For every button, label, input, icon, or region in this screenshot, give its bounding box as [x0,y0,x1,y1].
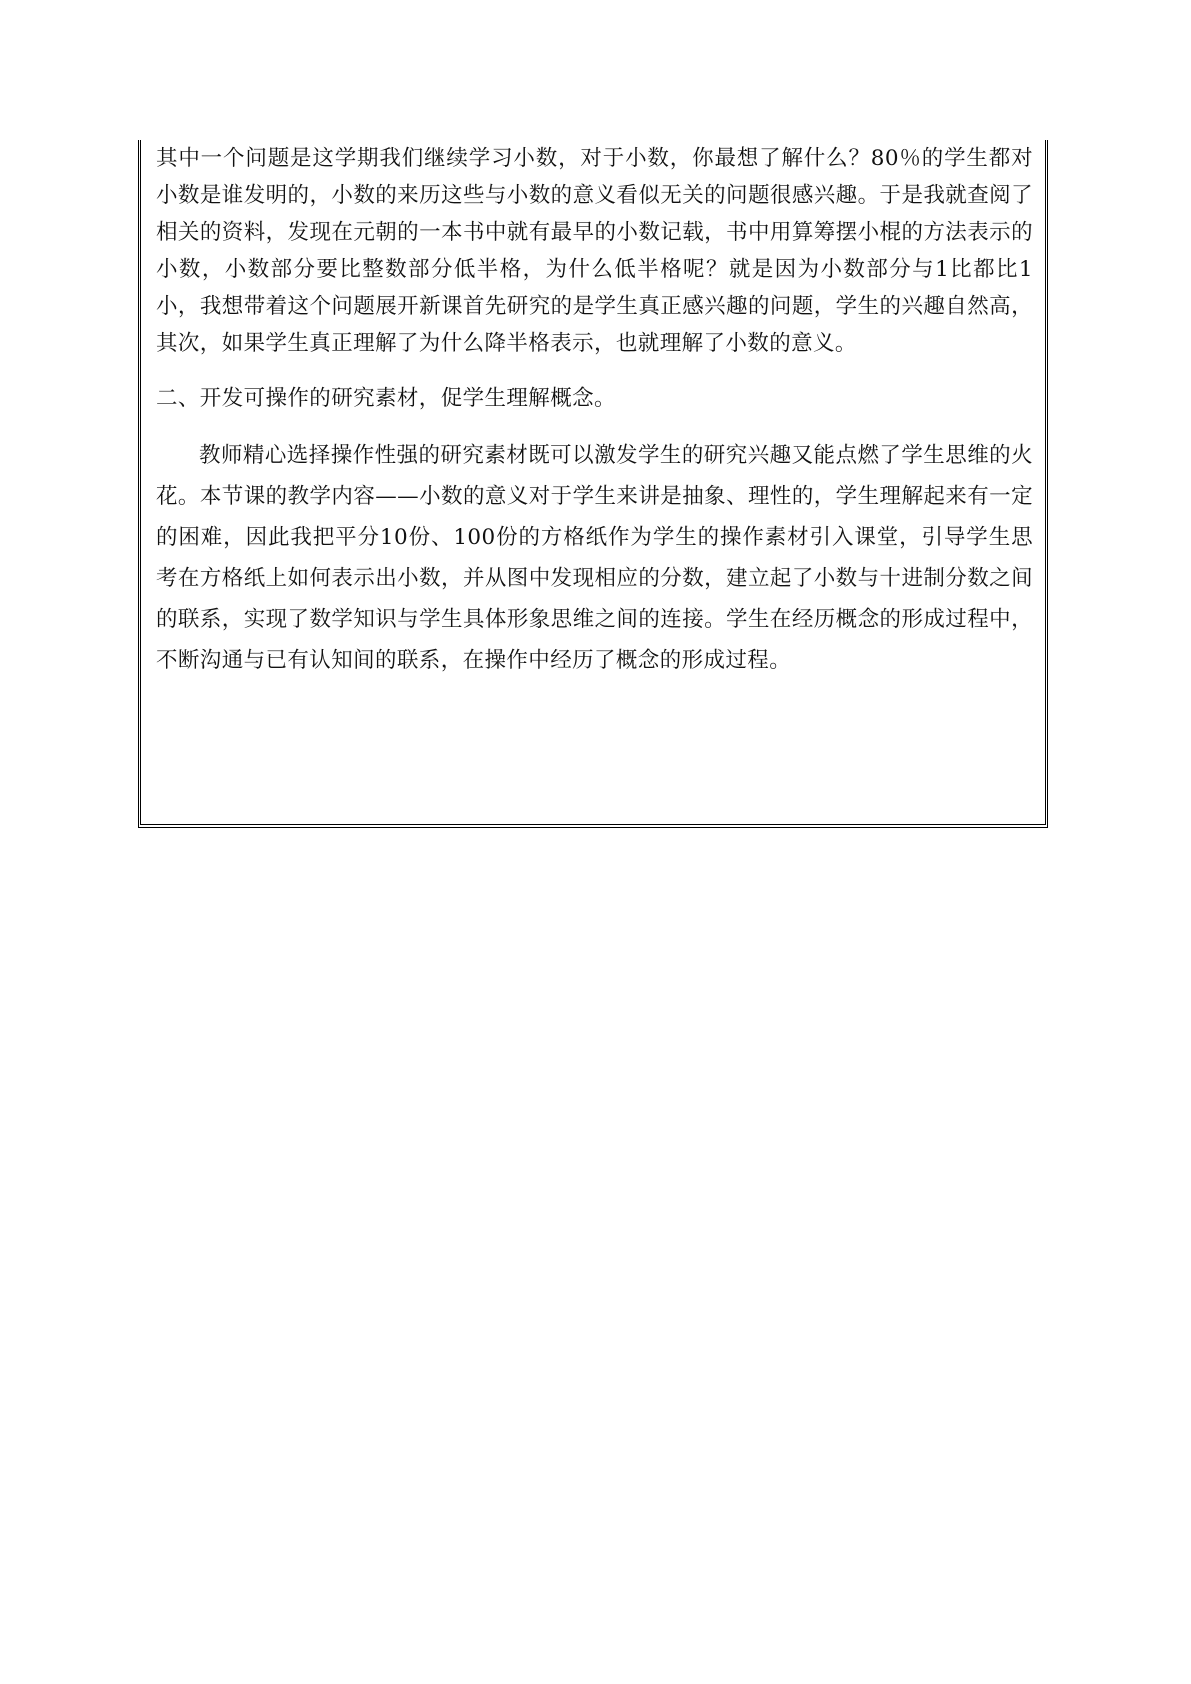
paragraph-materials: 教师精心选择操作性强的研究素材既可以激发学生的研究兴趣又能点燃了学生思维的火花。本节课的教学内容——小数的意义对于学生来讲是抽象、理性的，学生理解起来有一定的困难，因此我把平分10份、100份的方格纸作为学生的操作素材引入课堂，引导学生思考在方格纸上如何表示出小数，并从图中发现相应的分数，建立起了小数与十进制分数之间的联系，实现了数学知识与学生具体形象思维之间的连接。学生在经历概念的形成过程中，不断沟通与已有认知间的联系，在操作中经历了概念的形成过程。 [156,443,1033,673]
paragraph-intro: 其中一个问题是这学期我们继续学习小数，对于小数，你最想了解什么？80％的学生都对小数是谁发明的，小数的来历这些与小数的意义看似无关的问题很感兴趣。于是我就查阅了相关的资料，发现在元朝的一本书中就有最早的小数记载，书中用算筹摆小棍的方法表示的小数，小数部分要比整数部分低半格，为什么低半格呢？就是因为小数部分与1比都比1小，我想带着这个问题展开新课首先研究的是学生真正感兴趣的问题，学生的兴趣自然高，其次，如果学生真正理解了为什么降半格表示，也就理解了小数的意义。 [156,146,1033,356]
table-cell [156,140,1033,681]
section-heading-2: 二、开发可操作的研究素材，促学生理解概念。 [156,386,616,411]
content-table [138,140,1048,828]
